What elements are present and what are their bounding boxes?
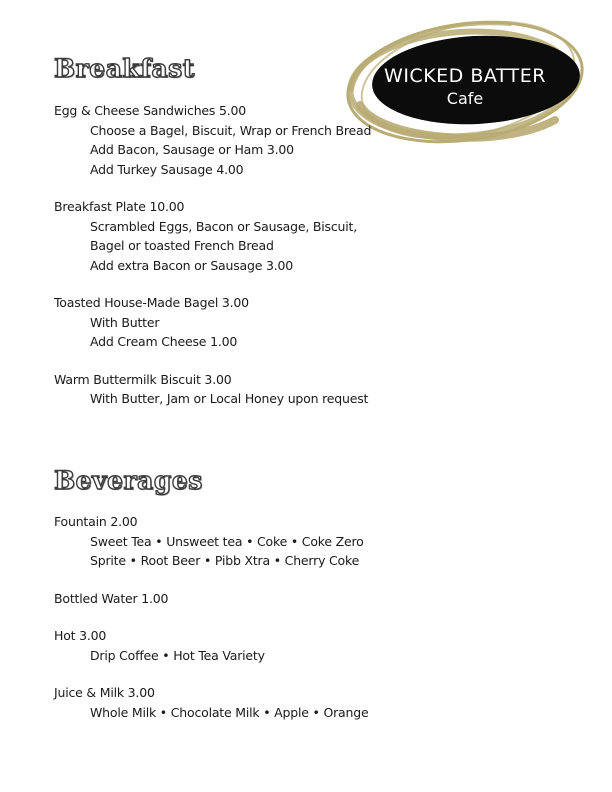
- item-detail: Add Cream Cheese 1.00: [90, 334, 238, 349]
- item-detail: Add Bacon, Sausage or Ham 3.00: [90, 142, 294, 157]
- item-detail: Add Turkey Sausage 4.00: [90, 161, 244, 177]
- item-detail: Bagel or toasted French Bread: [90, 238, 274, 253]
- item-name: Warm Buttermilk Biscuit 3.00: [54, 371, 232, 387]
- beverages-heading: Beverages: [54, 466, 203, 495]
- item-detail: With Butter, Jam or Local Honey upon request: [90, 391, 369, 406]
- item-detail: Sprite • Root Beer • Pibb Xtra • Cherry Coke: [90, 553, 360, 568]
- breakfast-heading: Breakfast: [54, 54, 195, 83]
- logo-subtitle: Cafe: [446, 89, 484, 108]
- menu-item: [54, 626, 574, 665]
- item-name: Egg & Cheese Sandwiches 5.00: [54, 103, 247, 118]
- logo-title: WICKED BATTER: [384, 65, 546, 87]
- menu-item: [54, 683, 574, 722]
- item-name: Bottled Water 1.00: [54, 590, 169, 606]
- menu-item: [54, 512, 574, 571]
- item-name: Juice & Milk 3.00: [54, 685, 155, 700]
- item-detail: Scrambled Eggs, Bacon or Sausage, Biscuit,: [90, 218, 357, 234]
- menu-item: [54, 589, 574, 609]
- item-name: Breakfast Plate 10.00: [54, 199, 185, 214]
- breakfast-section: [54, 101, 574, 427]
- menu-item: [54, 293, 574, 352]
- menu-item: [54, 370, 574, 409]
- item-name: Toasted House-Made Bagel 3.00: [54, 295, 249, 310]
- item-detail: Whole Milk • Chocolate Milk • Apple • Orange: [90, 704, 369, 720]
- item-detail: Drip Coffee • Hot Tea Variety: [90, 647, 265, 663]
- menu-item: [54, 101, 574, 179]
- item-name: Hot 3.00: [54, 628, 107, 643]
- item-detail: Add extra Bacon or Sausage 3.00: [90, 257, 294, 273]
- item-name: Fountain 2.00: [54, 514, 138, 529]
- item-detail: Sweet Tea • Unsweet tea • Coke • Coke Zero: [90, 533, 364, 549]
- item-detail: Choose a Bagel, Biscuit, Wrap or French Bread: [90, 122, 372, 138]
- beverages-section: [54, 512, 574, 740]
- item-detail: With Butter: [90, 314, 160, 330]
- menu-item: [54, 197, 574, 275]
